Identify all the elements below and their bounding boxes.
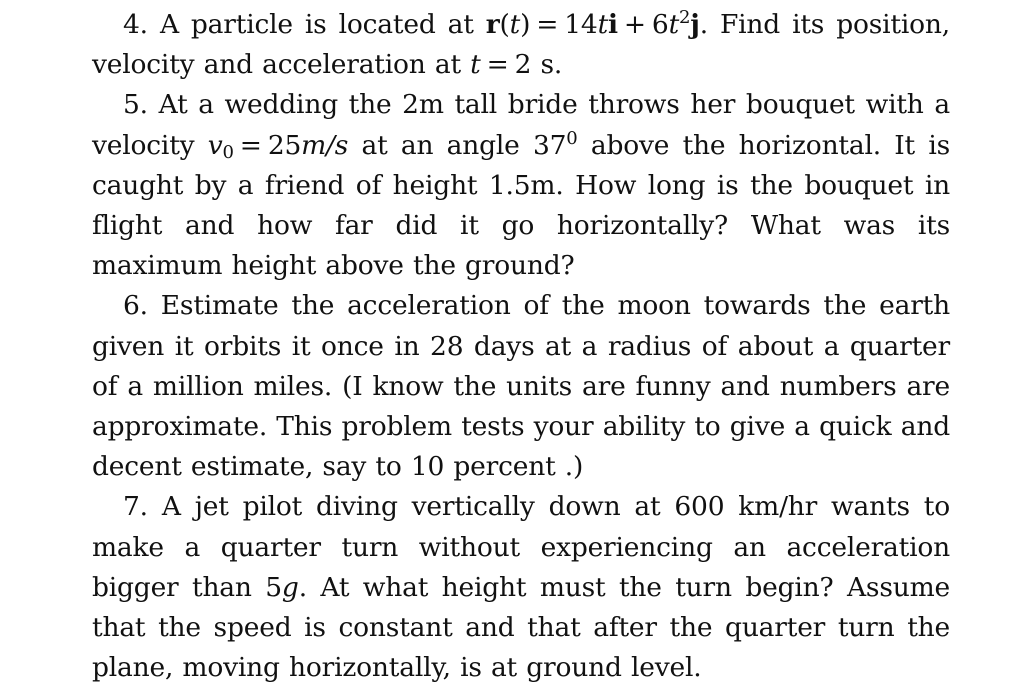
- math-operator: =: [486, 49, 509, 81]
- math-number: 6: [651, 9, 669, 40]
- math-superscript: 0: [566, 127, 578, 149]
- math-operator: =: [536, 9, 559, 40]
- problem-5: [92, 85, 950, 286]
- math-variable: g: [281, 571, 299, 603]
- math-number: 25: [267, 129, 302, 161]
- math-number: 14: [564, 9, 598, 40]
- problem-number: 4.: [123, 9, 148, 40]
- problem-text: at an angle 37: [361, 129, 567, 161]
- math-variable: t: [470, 49, 481, 81]
- problem-6: [92, 286, 950, 487]
- math-variable: t: [597, 9, 609, 40]
- math-variable: v: [207, 129, 223, 161]
- math-unit-vector: j: [690, 9, 700, 40]
- math-unit: m/s: [301, 129, 349, 161]
- math-exponent: 2: [679, 7, 691, 29]
- problem-text: At a wedding the 2m tall bride throws her bouquet with a velocity: [92, 89, 950, 161]
- math-value: 2 s.: [514, 49, 563, 81]
- problem-text: . At what height must the turn begin? Assume that the speed is constant and that after the quarter turn the plane, moving horizontally, is at ground level.: [92, 571, 950, 684]
- math-operator: +: [623, 9, 646, 40]
- problem-4: 4. A particle is located at $r(t) = 14ti + 6t^2j$. Find its position, velocity and acceleration at t = 2 s.: [92, 7, 950, 81]
- problem-text: above the horizontal. It is caught by a friend of height 1.5m. How long is the bouquet in flight and how far did it go horizontally? What was its maximum height above the ground?: [92, 129, 950, 282]
- math-variable: t: [668, 9, 680, 40]
- problem-number: 6.: [123, 290, 148, 322]
- math-vector-r: r: [485, 9, 500, 40]
- problem-text: Estimate the acceleration of the moon towards the earth given it orbits it once in 28 days at a radius of about a quarter of a million miles. (I know the units are funny and numbers are approximate. This problem tests your ability to give a quick and decent estimate, say to 10 percent .): [92, 290, 950, 483]
- math-variable: t: [509, 9, 521, 40]
- problem-7: [92, 487, 950, 688]
- problem-text: A jet pilot diving vertically down at 600 km/hr wants to make a quarter turn without experiencing an acceleration bigger than 5: [92, 491, 950, 603]
- problem-number: 5.: [123, 89, 148, 121]
- problem-text: A particle is located at: [159, 9, 474, 40]
- problem-text: . Find its position, velocity and acceleration at: [92, 9, 950, 81]
- math-subscript: 0: [222, 141, 234, 163]
- math-operator: =: [239, 129, 262, 161]
- math-unit-vector: i: [608, 9, 618, 40]
- problem-number: 7.: [123, 491, 148, 523]
